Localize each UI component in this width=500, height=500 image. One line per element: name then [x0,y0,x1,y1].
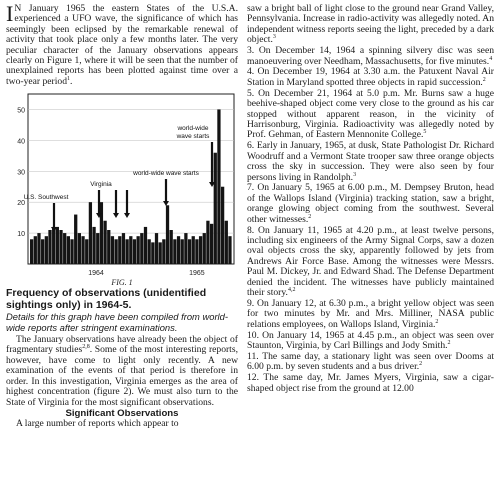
chart-bar [133,240,136,265]
chart-bar [48,230,51,264]
right-column [247,4,494,395]
chart-annotation: wave starts [176,133,210,141]
chart-bar [70,240,73,265]
chart-bar [155,233,158,264]
x-tick-label: 1965 [189,270,205,278]
chart-bar [181,240,184,265]
body-text: The January observations have already been the object of fragmentary studies [6,334,238,356]
list-item [247,352,494,373]
chart-bar [159,243,162,265]
chart-bar [118,236,121,264]
list-item [247,226,494,299]
chart-bar [210,224,213,264]
item-text: 5. On December 21, 1964 at 5.0 p.m. Mr. Burns saw a huge beehive-shaped object come very close to the ground as his car stopped without apparent reason, in the vicinity of Harrisonburg, Virginia. Radioactivity was allegedly noted by Prof. Gehman, of Eastern Mennonite College. [247,87,494,141]
chart-bar [63,233,66,264]
item-text: 9. On January 12, at 6.30 p.m., a bright yellow object was seen for two minutes by Mr. and Mrs. Milliner, NASA public relations employees, on Wallops Island, Virginia. [247,297,494,330]
figure-title: Frequency of observations (unidentified sightings only) in 1964-5. [6,287,207,311]
chart-bar [92,227,95,264]
chart-bar [45,236,48,264]
chart-bar [166,206,169,265]
chart-bar [199,236,202,264]
figure-note: Details for this graph have been compiled from world-wide reports after stringent examinations. [6,311,228,333]
chart-bar [78,233,81,264]
list-item [247,46,494,67]
item-text: 12. The same day, Mr. James Myers, Virginia, saw a cigar-shaped object rise from the ground at 12.00 [247,372,494,394]
chart-bar [177,236,180,264]
chart-bar [114,240,117,265]
chart-bar [148,240,151,265]
drop-cap: I [6,1,14,26]
y-tick-label: 10 [17,231,25,239]
observation-frequency-chart [6,90,238,280]
chart-bar [192,236,195,264]
chart-bar [144,227,147,264]
body-reference: 2,8 [82,344,90,351]
item-text: 10. On January 14, 1965 at 4.45 p.m., an object was seen over Staunton, Virginia, by Carl Billings and Jody Smith. [247,329,494,351]
x-tick-label: 1964 [88,270,104,278]
item-reference: 2 [308,213,312,220]
chart-bar [228,236,231,264]
y-tick-label: 50 [17,107,25,115]
list-item [247,67,494,88]
chart-bar [111,236,114,264]
list-item [247,331,494,352]
chart-bar [188,240,191,265]
list-item [247,141,494,183]
chart-bar [89,202,92,264]
intro-end: . [70,75,73,87]
chart-bar [214,153,217,264]
list-item [247,89,494,141]
chart-bar [129,236,132,264]
item-text: 11. The same day, a stationary light was seen over Dooms at 6.00 p.m. by seven students and a bus driver. [247,350,494,373]
chart-annotation: U.S. Southwest [23,194,69,202]
item-reference: 4 [489,55,493,62]
chart-bar [52,227,55,264]
figure-1 [6,90,238,280]
item-reference: 2 [435,318,439,325]
chart-bar [137,236,140,264]
chart-bar [107,230,110,264]
intro-text: N January 1965 the eastern States of the U.S.A. experienced a UFO wave, the significance of which has seemingly been eclipsed by the remarkable renewal of activity that took place only a few months later. The very peculiar character of the January observations appears clearly on Figure 1, where it will be seen that the number of unexplained reports has been plotted against time over a two-year period [6,3,238,87]
chart-bar [225,221,228,264]
chart-annotation: Virginia [90,181,112,189]
item-text: saw a bright ball of light close to the ground near Grand Valley, Pennsylvania. Increase in radio-activity was allegedly noted. An independent witness reports seeing the light, preceded by a dark object. [247,3,494,46]
chart-bar [195,240,198,265]
list-item [247,4,494,46]
chart-bar [184,233,187,264]
chart-bar [173,240,176,265]
item-reference: 5 [423,129,427,136]
chart-annotation: world-wide [177,125,209,133]
y-tick-label: 40 [17,138,25,146]
chart-bar [37,233,40,264]
y-tick-label: 30 [17,169,25,177]
chart-bar [56,227,59,264]
list-item [247,183,494,225]
chart-bar [206,221,209,264]
figure-label: FIG. 1 [111,278,133,288]
item-reference: 4,2 [287,286,296,293]
item-text: 6. Early in January, 1965, at dusk, State Pathologist Dr. Richard Woodruff and a Vermont State trooper saw three orange objects cross the sky in succession. They were also seen by four persons living in Randolph. [247,140,494,183]
chart-bar [81,236,84,264]
chart-bar [59,230,62,264]
chart-bar [96,233,99,264]
chart-bar [30,240,33,265]
list-item [247,373,494,394]
left-column [6,1,238,430]
chart-bar [221,187,224,264]
item-text: 4. On December 19, 1964 at 3.30 a.m. the Patuxent Naval Air Station in Maryland spotted three objects in rapid succession. [247,66,494,88]
item-reference: 3 [353,171,357,178]
chart-bar [170,230,173,264]
chart-annotation: world-wide wave starts [133,170,199,178]
chart-bar [203,233,206,264]
intro-reference: 1 [67,75,71,82]
last-line-left: A large number of reports which appear to [16,418,179,430]
chart-bar [74,215,77,264]
item-reference: 2 [419,361,423,368]
chart-bar [151,243,154,265]
chart-bar [67,236,70,264]
chart-bar [34,236,37,264]
item-reference: 2 [447,339,451,346]
chart-bar [41,240,44,265]
chart-bar [103,221,106,264]
item-text: 7. On January 5, 1965 at 6.00 p.m., M. Dempsey Bruton, head of the Wallops Island (Virginia) tracking station, saw a bright, orange glowing object coming from the southwest. Several other witnesses. [247,182,494,225]
body-text-tail: . Some of the most interesting reports, however, have come to light only recently. A new examination of the events of that period is therefore in order. In this investigation, Virginia emerges as the area of highest concentration (figure 2). We must also turn to the State of Virginia for the most significant observations. [6,344,238,408]
intro-paragraph [6,1,238,87]
item-text: 3. On December 14, 1964 a spinning silvery disc was seen manoeuvering over Needham, Massachusetts, for five minutes. [247,45,494,67]
chart-bar [162,240,165,265]
body-paragraph [6,335,238,408]
chart-bar [85,240,88,265]
list-item [247,299,494,330]
chart-bar [122,233,125,264]
chart-bar [217,110,220,265]
section-heading: Significant Observations [65,407,179,419]
chart-bar [140,233,143,264]
chart-bar [100,202,103,264]
item-reference: 3 [272,34,276,41]
item-reference: 2 [482,76,486,83]
item-text: 8. On January 11, 1965 at 4.20 p.m., at least twelve persons, including six engineers of the Army Signal Corps, saw a dozen oval objects cross the sky, apparently followed by jets from Andrews Air Force Base. Among the witnesses were Messrs. Paul M. Dickey, Jr. and Edward Shad. The Defense Department denied the incident. The witnesses have publicly maintained their story. [247,224,494,298]
chart-bar [125,240,128,265]
y-tick-label: 20 [17,200,25,208]
